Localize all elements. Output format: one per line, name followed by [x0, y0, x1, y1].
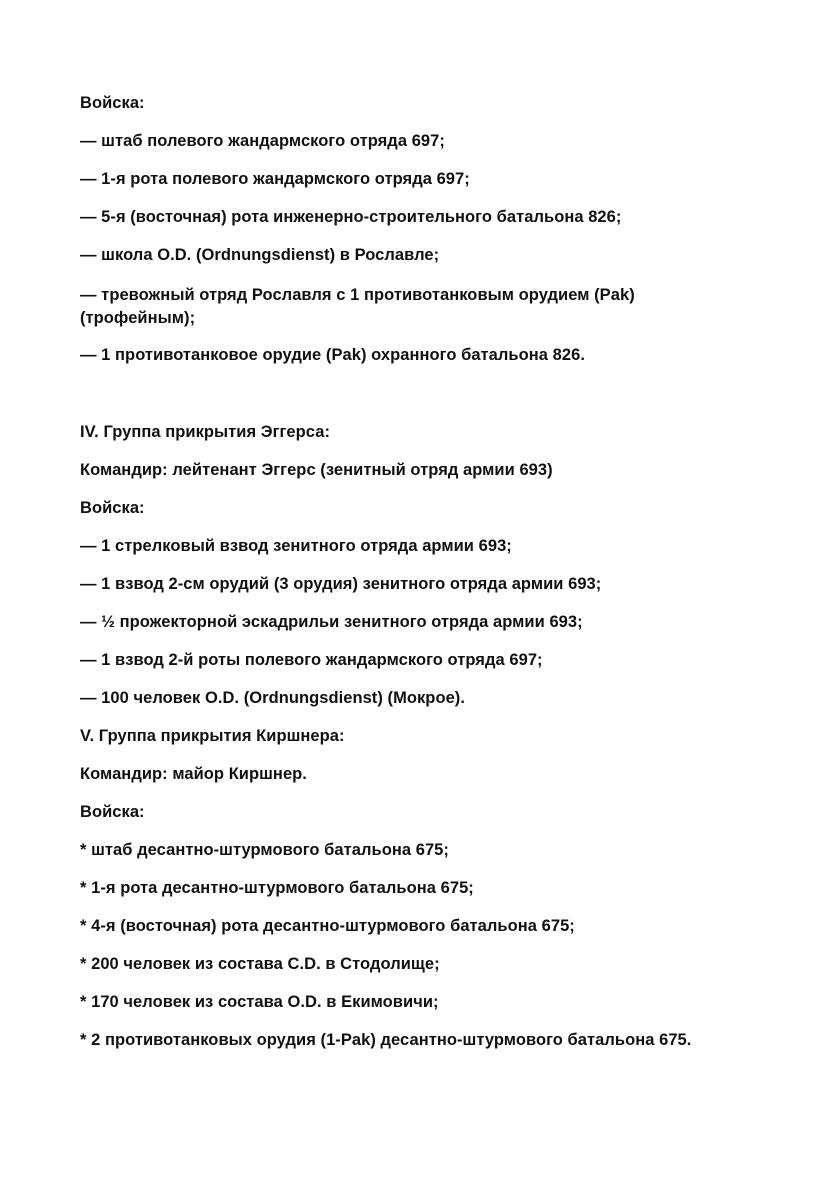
section-label-troops: Войска: [80, 803, 145, 821]
commander-line: Командир: лейтенант Эггерс (зенитный отряд армии 693) [80, 461, 553, 479]
list-item: — школа O.D. (Ordnungsdienst) в Рославле; [80, 246, 440, 264]
list-item: — 1 стрелковый взвод зенитного отряда армии 693; [80, 537, 512, 555]
list-item: — 1 противотанковое орудие (Pak) охранного батальона 826. [80, 346, 585, 364]
list-item: * 1-я рота десантно-штурмового батальона 675; [80, 879, 474, 897]
section-label-troops: Войска: [80, 94, 145, 112]
section-label-troops: Войска: [80, 499, 145, 517]
list-item: — ½ прожекторной эскадрильи зенитного отряда армии 693; [80, 613, 583, 631]
section-heading-group-iv: IV. Группа прикрытия Эггерса: [80, 423, 330, 441]
list-item: * штаб десантно-штурмового батальона 675; [80, 841, 449, 859]
list-item: * 2 противотанковых орудия (1-Pak) десантно-штурмового батальона 675. [80, 1031, 692, 1049]
section-heading-group-v: V. Группа прикрытия Киршнера: [80, 727, 345, 745]
list-item: — 100 человек O.D. (Ordnungsdienst) (Мокрое). [80, 689, 465, 707]
list-item: — штаб полевого жандармского отряда 697; [80, 132, 445, 150]
list-item: — 1-я рота полевого жандармского отряда 697; [80, 170, 470, 188]
list-item: — 5-я (восточная) рота инженерно-строительного батальона 826; [80, 208, 622, 226]
list-item: — тревожный отряд Рославля с 1 противотанковым орудием (Pak) (трофейным); [80, 286, 635, 327]
list-item: — 1 взвод 2-см орудий (3 орудия) зенитного отряда армии 693; [80, 575, 602, 593]
list-item: * 170 человек из состава O.D. в Екимовичи; [80, 993, 439, 1011]
list-item: * 4-я (восточная) рота десантно-штурмового батальона 675; [80, 917, 575, 935]
list-item: * 200 человек из состава C.D. в Стодолище; [80, 955, 440, 973]
list-item: — 1 взвод 2-й роты полевого жандармского отряда 697; [80, 651, 543, 669]
commander-line: Командир: майор Киршнер. [80, 765, 307, 783]
